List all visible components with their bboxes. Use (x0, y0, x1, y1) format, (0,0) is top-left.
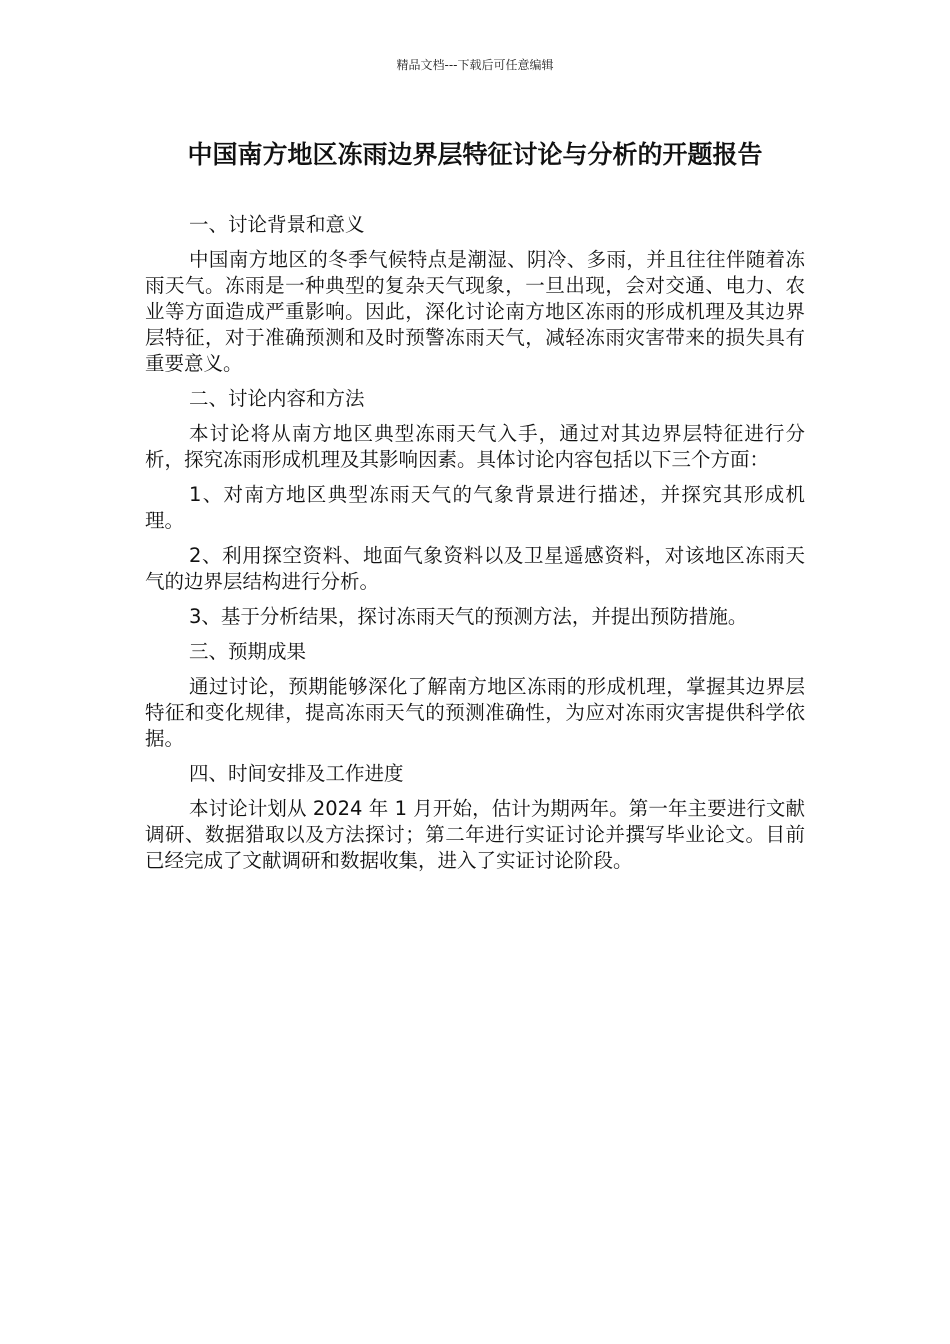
paragraph-item-1: 1、对南方地区典型冻雨天气的气象背景进行描述，并探究其形成机理。 (145, 483, 805, 532)
paragraph-schedule: 本讨论计划从 2024 年 1 月开始，估计为期两年。第一年主要进行文献调研、数据猎取以及方法探讨；第二年进行实证讨论并撰写毕业论文。目前已经完成了文献调研和数据收集，进入了实证讨论阶段。 (145, 797, 805, 872)
paragraph-item-3: 3、基于分析结果，探讨冻雨天气的预测方法，并提出预防措施。 (189, 605, 748, 628)
section-heading-expected-results: 三、预期成果 (189, 640, 307, 663)
paragraph-content-intro: 本讨论将从南方地区典型冻雨天气入手，通过对其边界层特征进行分析，探究冻雨形成机理及其影响因素。具体讨论内容包括以下三个方面： (145, 422, 805, 471)
paragraph-expected-results: 通过讨论，预期能够深化了解南方地区冻雨的形成机理，掌握其边界层特征和变化规律，提高冻雨天气的预测准确性，为应对冻雨灾害提供科学依据。 (145, 675, 805, 750)
document-body (145, 212, 805, 883)
section-heading-schedule: 四、时间安排及工作进度 (189, 762, 404, 785)
paragraph-background: 中国南方地区的冬季气候特点是潮湿、阴冷、多雨，并且往往伴随着冻雨天气。冻雨是一种典型的复杂天气现象，一旦出现，会对交通、电力、农业等方面造成严重影响。因此，深化讨论南方地区冻雨的形成机理及其边界层特征，对于准确预测和及时预警冻雨天气，减轻冻雨灾害带来的损失具有重要意义。 (145, 248, 805, 375)
paragraph-item-2: 2、利用探空资料、地面气象资料以及卫星遥感资料，对该地区冻雨天气的边界层结构进行分析。 (145, 544, 805, 593)
document-title: 中国南方地区冻雨边界层特征讨论与分析的开题报告 (187, 140, 763, 169)
section-heading-content-method: 二、讨论内容和方法 (189, 387, 365, 410)
header-note: 精品文档---下载后可任意编辑 (396, 58, 554, 72)
section-heading-background: 一、讨论背景和意义 (189, 213, 365, 236)
